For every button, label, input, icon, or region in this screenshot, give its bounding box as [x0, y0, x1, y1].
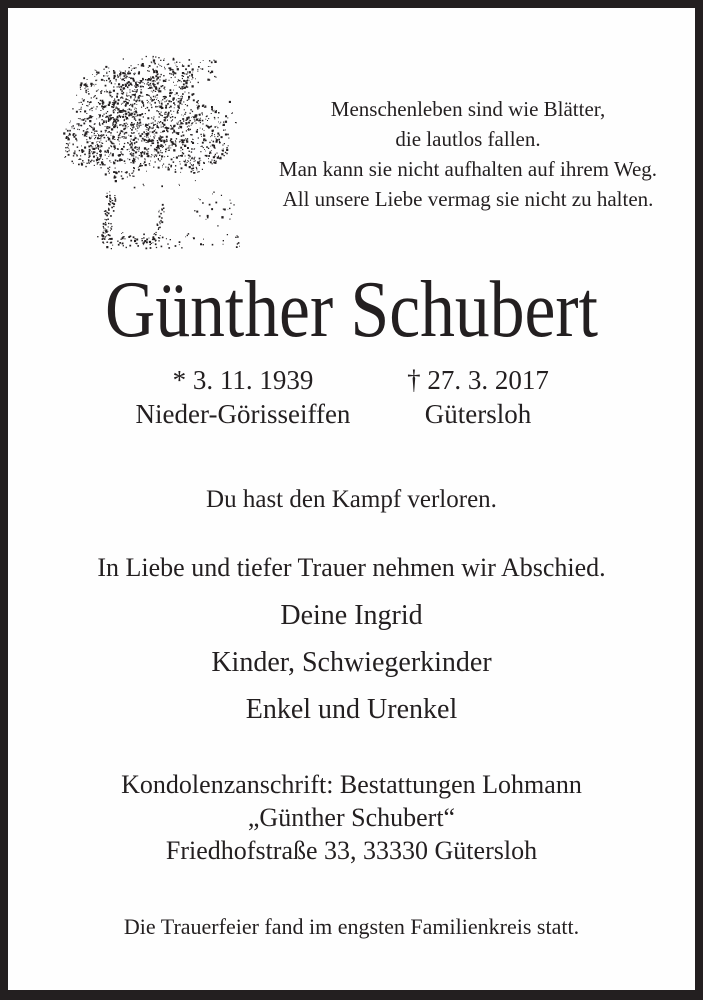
poem [248, 94, 688, 214]
condolence-line: „Günther Schubert“ [247, 803, 456, 832]
poem-line: die lautlos fallen. [395, 127, 541, 151]
poem-line: All unsere Liebe vermag sie nicht zu halten. [282, 187, 654, 211]
death-date: † 27. 3. 2017 [407, 365, 549, 395]
mourner-line: Deine Ingrid [280, 600, 423, 631]
condolence-line: Friedhofstraße 33, 33330 Gütersloh [165, 836, 538, 865]
poem-line: Menschenleben sind wie Blätter, [330, 97, 606, 121]
birth-date: * 3. 11. 1939 [172, 365, 314, 395]
birth-info [118, 363, 368, 431]
death-place: Gütersloh [424, 399, 532, 429]
farewell-line: In Liebe und tiefer Trauer nehmen wir Abschied. [97, 553, 606, 582]
mourner-line: Enkel und Urenkel [245, 694, 458, 725]
epitaph-line: Du hast den Kampf verloren. [206, 486, 497, 513]
tree-icon [50, 44, 240, 259]
condolence-address [8, 768, 695, 867]
poem-line: Man kann sie nicht aufhalten auf ihrem Weg. [278, 157, 658, 181]
condolence-line: Kondolenzanschrift: Bestattungen Lohmann [121, 770, 582, 799]
birth-place: Nieder-Görisseiffen [135, 399, 351, 429]
deceased-name: Günther Schubert [105, 266, 598, 354]
mourner-line: Kinder, Schwiegerkinder [211, 647, 492, 678]
death-info [358, 363, 598, 431]
mourners-list [8, 592, 695, 733]
funeral-note: Die Trauerfeier fand im engsten Familienkreis statt. [123, 914, 580, 939]
